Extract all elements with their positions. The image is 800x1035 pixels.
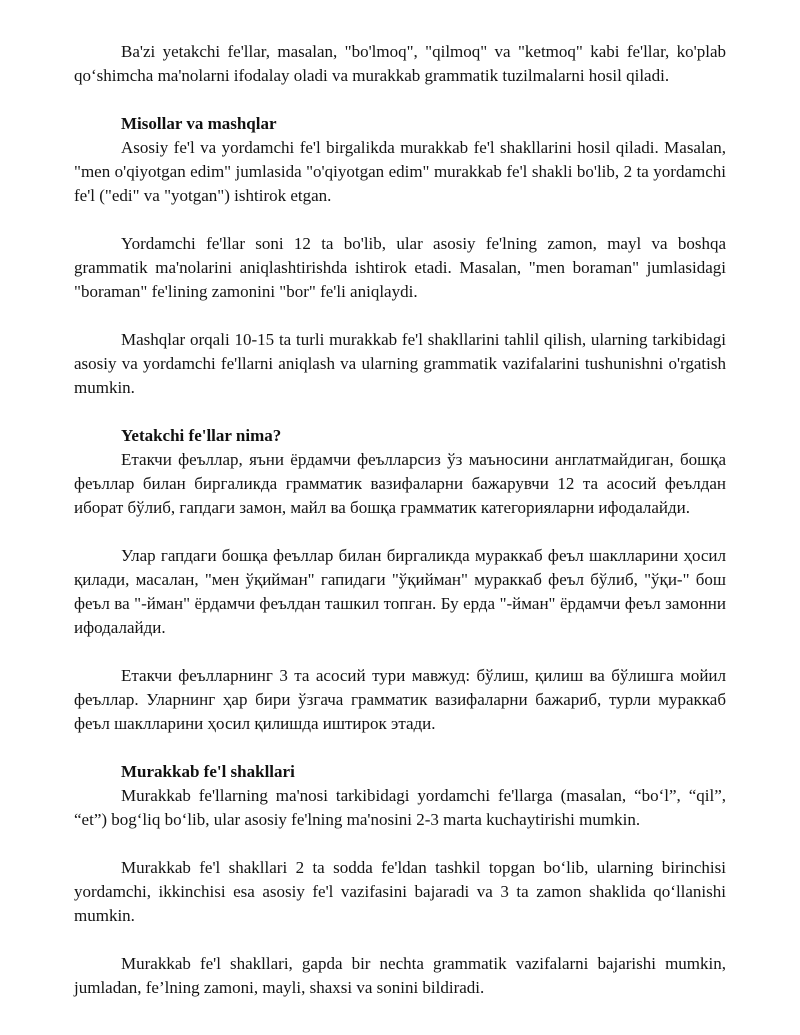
document-page	[74, 40, 726, 1000]
paragraph-exercises: Mashqlar orqali 10-15 ta turli murakkab fe'l shakllarini tahlil qilish, ularning tarkibidagi asosiy va yordamchi fe'llarni aniqlash va ularning grammatik vazifalarini tushunishni o'rgatish mumkin.	[74, 330, 726, 397]
heading-leading-verbs: Yetakchi fe'llar nima?	[121, 426, 282, 445]
paragraph-leading-verb-types: Етакчи феълларнинг 3 та асосий тури мавжуд: бўлиш, қилиш ва бўлишга мойил феъллар. Уларнинг ҳар бири ўзгача грамматик вазифаларни бажариб, турли мураккаб феъл шаклларини ҳосил қилишда иштирок этади.	[74, 666, 726, 733]
paragraph-compound-functions: Murakkab fe'l shakllari, gapda bir nechta grammatik vazifalarni bajarishi mumkin, jumladan, fe’lning zamoni, mayli, shaxsi va sonini bildiradi.	[74, 954, 726, 997]
paragraph-intro: Ba'zi yetakchi fe'llar, masalan, "bo'lmoq", "qilmoq" va "ketmoq" kabi fe'llar, ko'plab qo‘shimcha ma'nolarni ifodalay oladi va murakkab grammatik tuzilmalarni hosil qiladi.	[74, 42, 726, 85]
paragraph-main-auxiliary: Asosiy fe'l va yordamchi fe'l birgalikda murakkab fe'l shakllarini hosil qiladi. Masalan, "men o'qiyotgan edim" jumlasida "o'qiyotgan edim" murakkab fe'l shakli bo'lib, 2 ta yordamchi fe'l ("edi" va "yotgan") ishtirok etgan.	[74, 138, 726, 205]
paragraph-leading-verbs-definition: Етакчи феъллар, яъни ёрдамчи феълларсиз ўз маъносини англатмайдиган, бошқа феъллар билан биргаликда грамматик вазифаларни бажарувчи 12 та асосий феълдан иборат бўлиб, гапдаги замон, майл ва бошқа грамматик категорияларни ифодалайди.	[74, 450, 726, 517]
paragraph-compound-meaning: Murakkab fe'llarning ma'nosi tarkibidagi yordamchi fe'llarga (masalan, “bo‘l”, “qil”, “et”) bog‘liq bo‘lib, ular asosiy fe'lning ma'nosini 2-3 marta kuchaytirishi mumkin.	[74, 786, 726, 829]
paragraph-compound-example: Улар гапдаги бошқа феъллар билан биргаликда мураккаб феъл шаклларини ҳосил қилади, масалан, "мен ўқийман" гапидаги "ўқийман" мураккаб феъл бўлиб, "ўқи-" бош феъл ва "-йман" ёрдамчи феълдан ташкил топган. Бу ерда "-йман" ёрдамчи феъл замонни ифодалайди.	[74, 546, 726, 637]
heading-examples-exercises: Misollar va mashqlar	[121, 114, 277, 133]
paragraph-auxiliary-count: Yordamchi fe'llar soni 12 ta bo'lib, ular asosiy fe'lning zamon, mayl va boshqa grammatik ma'nolarini aniqlashtirishda ishtirok etadi. Masalan, "men boraman" jumlasidagi "boraman" fe'lining zamonini "bor" fe'li aniqlaydi.	[74, 234, 726, 301]
heading-compound-verb-forms: Murakkab fe'l shakllari	[121, 762, 295, 781]
paragraph-compound-structure: Murakkab fe'l shakllari 2 ta sodda fe'ldan tashkil topgan bo‘lib, ularning birinchisi yordamchi, ikkinchisi esa asosiy fe'l vazifasini bajaradi va 3 ta zamon shaklida qo‘llanishi mumkin.	[74, 858, 726, 925]
